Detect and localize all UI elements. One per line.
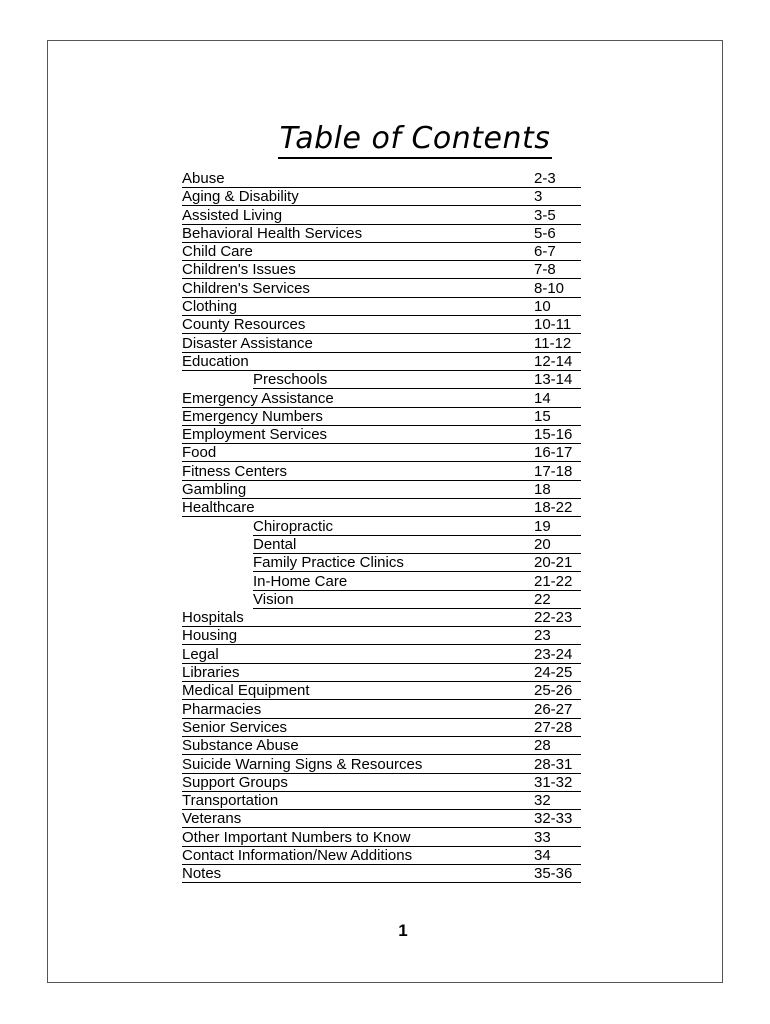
toc-entry-pages[interactable]: 15-16 [534, 427, 581, 444]
toc-entry-pages[interactable]: 15 [534, 409, 581, 426]
toc-subentry[interactable] [182, 372, 582, 390]
toc-entry[interactable] [182, 336, 582, 354]
toc-entry-pages[interactable]: 25-26 [534, 683, 581, 700]
toc-entry-pages[interactable]: 13-14 [534, 372, 581, 389]
toc-entry-pages[interactable]: 27-28 [534, 720, 581, 737]
toc-entry-label[interactable]: Emergency Numbers [182, 409, 534, 426]
toc-entry-label[interactable]: Support Groups [182, 775, 534, 792]
toc-entry-pages[interactable]: 22 [534, 592, 581, 609]
toc-entry-pages[interactable]: 28-31 [534, 757, 581, 774]
toc-entry-label[interactable]: Suicide Warning Signs & Resources [182, 757, 534, 774]
toc-entry[interactable] [182, 354, 582, 372]
toc-entry-pages[interactable]: 20-21 [534, 555, 581, 572]
toc-entry-pages[interactable]: 33 [534, 830, 581, 847]
toc-entry-label[interactable]: Vision [253, 592, 534, 609]
toc-entry[interactable] [182, 610, 582, 628]
toc-entry-pages[interactable]: 17-18 [534, 464, 581, 481]
toc-entry-pages[interactable]: 26-27 [534, 702, 581, 719]
page-title-container [48, 121, 722, 159]
toc-entry-label[interactable]: Assisted Living [182, 208, 534, 225]
toc-entry-pages[interactable]: 23 [534, 628, 581, 645]
toc-entry[interactable] [182, 500, 582, 518]
toc-entry-label[interactable]: Disaster Assistance [182, 336, 534, 353]
toc-entry-label[interactable]: Gambling [182, 482, 534, 499]
toc-entry-pages[interactable]: 5-6 [534, 226, 581, 243]
toc-entry-pages[interactable]: 20 [534, 537, 581, 554]
toc-entry[interactable] [182, 683, 582, 701]
toc-entry-label[interactable]: Senior Services [182, 720, 534, 737]
toc-entry-label[interactable]: Family Practice Clinics [253, 555, 534, 572]
toc-entry-label[interactable]: Hospitals [182, 610, 534, 627]
toc-entry-label[interactable]: Healthcare [182, 500, 534, 517]
toc-entry[interactable] [182, 775, 582, 793]
toc-entry-label[interactable]: County Resources [182, 317, 534, 334]
toc-entry-label[interactable]: Clothing [182, 299, 534, 316]
toc-subentry[interactable] [182, 519, 582, 537]
toc-entry-label[interactable]: Preschools [253, 372, 534, 389]
toc-entry-pages[interactable]: 21-22 [534, 574, 581, 591]
toc-entry[interactable] [182, 647, 582, 665]
toc-entry[interactable] [182, 738, 582, 756]
toc-entry-pages[interactable]: 8-10 [534, 281, 581, 298]
toc-entry-pages[interactable]: 23-24 [534, 647, 581, 664]
toc-entry-label[interactable]: Children's Issues [182, 262, 534, 279]
toc-entry-pages[interactable]: 19 [534, 519, 581, 536]
toc-entry-pages[interactable]: 7-8 [534, 262, 581, 279]
toc-entry[interactable] [182, 720, 582, 738]
document-page [47, 40, 723, 983]
toc-entry-label[interactable]: Food [182, 445, 534, 462]
toc-entry-pages[interactable]: 24-25 [534, 665, 581, 682]
toc-entry-pages[interactable]: 10 [534, 299, 581, 316]
toc-entry-pages[interactable]: 32-33 [534, 811, 581, 828]
toc-entry-label[interactable]: Legal [182, 647, 534, 664]
page-number: 1 [398, 921, 408, 940]
toc-entry[interactable] [182, 226, 582, 244]
toc-entry[interactable] [182, 628, 582, 646]
toc-entry[interactable] [182, 427, 582, 445]
toc-entry-label[interactable]: Children's Services [182, 281, 534, 298]
toc-entry-label[interactable]: Employment Services [182, 427, 534, 444]
toc-entry-label[interactable]: Child Care [182, 244, 534, 261]
toc-subentry[interactable] [182, 592, 582, 610]
toc-entry-pages[interactable]: 32 [534, 793, 581, 810]
toc-entry-label[interactable]: Behavioral Health Services [182, 226, 534, 243]
toc-entry-label[interactable]: Housing [182, 628, 534, 645]
toc-subentry[interactable] [182, 574, 582, 592]
toc-entry-pages[interactable]: 34 [534, 848, 581, 865]
toc-entry-pages[interactable]: 16-17 [534, 445, 581, 462]
toc-entry-pages[interactable]: 14 [534, 391, 581, 408]
toc-entry[interactable] [182, 409, 582, 427]
toc-entry-label[interactable]: Chiropractic [253, 519, 534, 536]
toc-entry-label[interactable]: Other Important Numbers to Know [182, 830, 534, 847]
toc-entry-label[interactable]: Pharmacies [182, 702, 534, 719]
toc-entry-pages[interactable]: 22-23 [534, 610, 581, 627]
toc-entry[interactable] [182, 262, 582, 280]
toc-entry[interactable] [182, 317, 582, 335]
toc-entry[interactable] [182, 757, 582, 775]
toc-entry-pages[interactable]: 11-12 [534, 336, 581, 353]
toc-entry-label[interactable]: Aging & Disability [182, 189, 534, 206]
toc-entry[interactable] [182, 848, 582, 866]
toc-entry[interactable] [182, 482, 582, 500]
toc-entry-pages[interactable]: 28 [534, 738, 581, 755]
toc-entry-label[interactable]: Education [182, 354, 534, 371]
toc-subentry[interactable] [182, 537, 582, 555]
toc-entry-label[interactable]: Dental [253, 537, 534, 554]
toc-entry-pages[interactable]: 6-7 [534, 244, 581, 261]
toc-entry-label[interactable]: Medical Equipment [182, 683, 534, 700]
toc-entry[interactable] [182, 793, 582, 811]
toc-entry[interactable] [182, 244, 582, 262]
toc-entry[interactable] [182, 208, 582, 226]
toc-entry-label[interactable]: Contact Information/New Additions [182, 848, 534, 865]
toc-entry[interactable] [182, 866, 582, 884]
page-title: Table of Contents [278, 121, 553, 159]
toc-entry-label[interactable]: In-Home Care [253, 574, 534, 591]
toc-entry-label[interactable]: Fitness Centers [182, 464, 534, 481]
toc-entry[interactable] [182, 171, 582, 189]
toc-entry[interactable] [182, 281, 582, 299]
toc-entry[interactable] [182, 702, 582, 720]
toc-entry-pages[interactable]: 10-11 [534, 317, 581, 334]
toc-subentry[interactable] [182, 555, 582, 573]
toc-entry-label[interactable]: Emergency Assistance [182, 391, 534, 408]
toc-entry[interactable] [182, 665, 582, 683]
toc-entry[interactable] [182, 189, 582, 207]
toc-entry-label[interactable]: Substance Abuse [182, 738, 534, 755]
toc-entry-pages[interactable]: 2-3 [534, 171, 581, 188]
toc-entry-pages[interactable]: 31-32 [534, 775, 581, 792]
toc-entry-label[interactable]: Abuse [182, 171, 534, 188]
toc-entry-pages[interactable]: 3 [534, 189, 581, 206]
toc-entry-pages[interactable]: 3-5 [534, 208, 581, 225]
toc-entry-pages[interactable]: 18 [534, 482, 581, 499]
toc-entry[interactable] [182, 811, 582, 829]
toc-entry[interactable] [182, 445, 582, 463]
toc-entry[interactable] [182, 464, 582, 482]
toc-entry[interactable] [182, 391, 582, 409]
toc-entry-pages[interactable]: 18-22 [534, 500, 581, 517]
toc-entry-label[interactable]: Libraries [182, 665, 534, 682]
toc-entry-pages[interactable]: 35-36 [534, 866, 581, 883]
toc-entry-label[interactable]: Notes [182, 866, 534, 883]
toc-entry[interactable] [182, 830, 582, 848]
table-of-contents [182, 171, 582, 885]
toc-entry-pages[interactable]: 12-14 [534, 354, 581, 371]
toc-entry[interactable] [182, 299, 582, 317]
toc-entry-label[interactable]: Transportation [182, 793, 534, 810]
toc-entry-label[interactable]: Veterans [182, 811, 534, 828]
